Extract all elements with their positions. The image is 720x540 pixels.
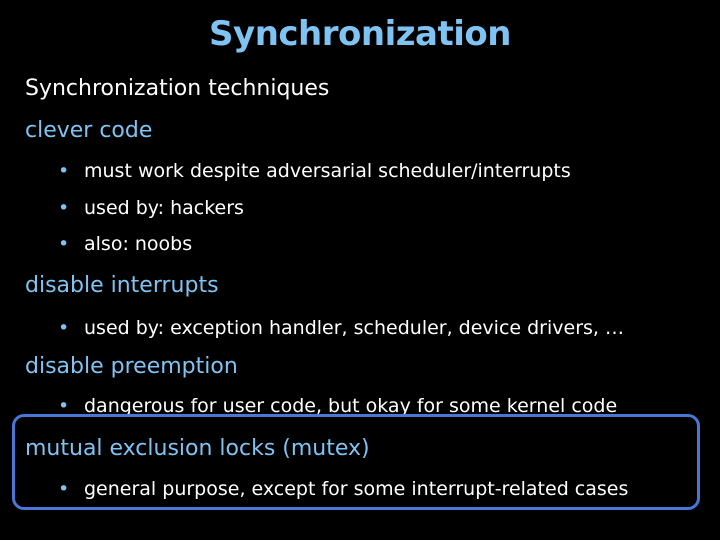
bullet-item [58,478,628,500]
bullet-icon: • [58,160,70,182]
bullet-text: general purpose, except for some interrupt-related cases [84,478,629,500]
bullet-text: must work despite adversarial scheduler/interrupts [84,160,571,182]
bullet-text: also: noobs [84,233,193,255]
intro-heading: Synchronization techniques [25,76,330,101]
section-heading-clever-code: clever code [25,118,153,143]
section-heading-mutex: mutual exclusion locks (mutex) [25,436,370,461]
bullet-icon: • [58,478,70,500]
section-heading-disable-interrupts: disable interrupts [25,273,219,298]
bullet-icon: • [58,317,70,339]
bullet-item [58,317,624,339]
section-heading-disable-preemption: disable preemption [25,354,238,379]
bullet-icon: • [58,395,70,417]
bullet-text: used by: hackers [84,197,244,219]
bullet-icon: • [58,233,70,255]
bullet-item [58,197,244,219]
bullet-text: used by: exception handler, scheduler, device drivers, … [84,317,624,339]
bullet-item [58,233,192,255]
slide-title: Synchronization [209,14,511,54]
bullet-text: dangerous for user code, but okay for some kernel code [84,395,618,417]
bullet-icon: • [58,197,70,219]
bullet-item [58,160,571,182]
